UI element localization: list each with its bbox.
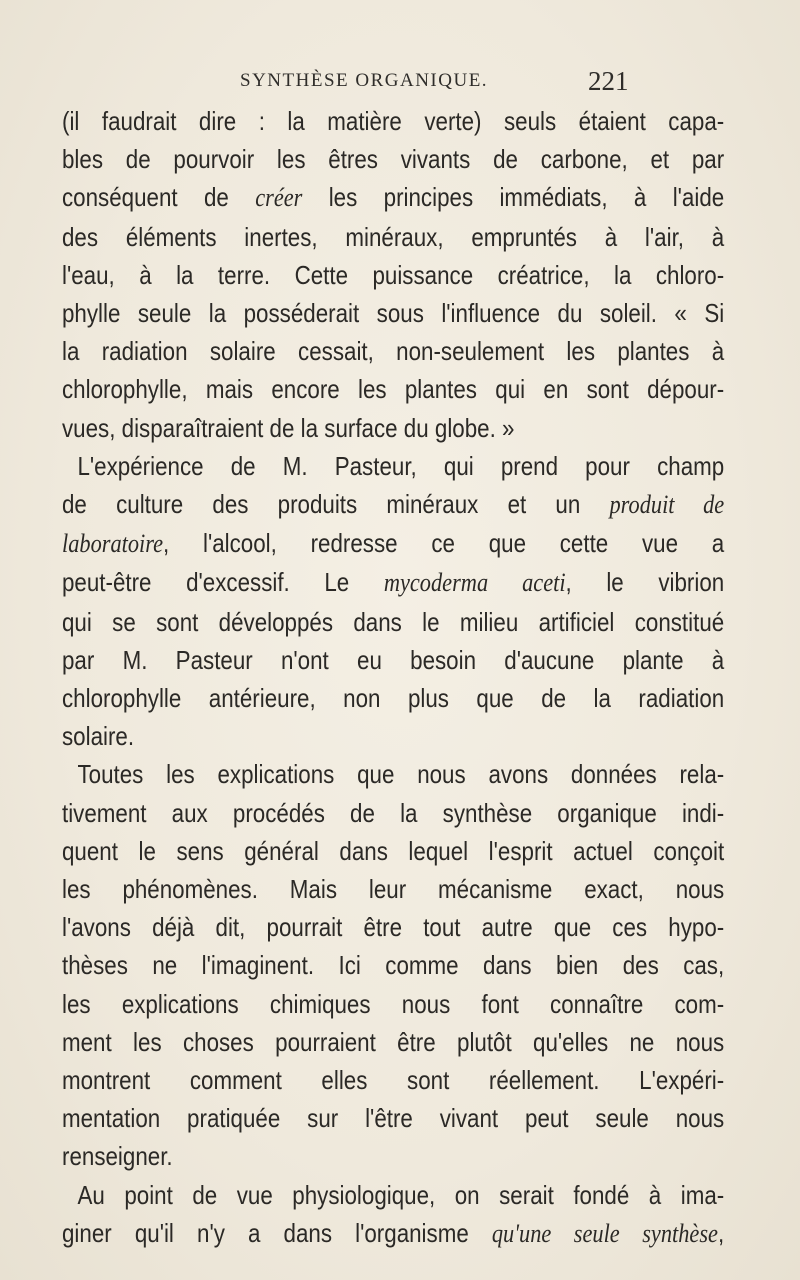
text-line: par M. Pasteur n'ont eu besoin d'aucune plante à: [62, 644, 725, 675]
text-line: chlorophylle, mais encore les plantes qui en sont dépour-: [62, 374, 725, 405]
text-line: laboratoire, l'alcool, redresse ce que cette vue a: [62, 528, 725, 559]
text-line: de culture des produits minéraux et un produit de: [62, 489, 725, 520]
text-line: peut-être d'excessif. Le mycoderma aceti, le vibrion: [62, 567, 725, 598]
text-line: quent le sens général dans lequel l'esprit actuel conçoit: [62, 835, 725, 866]
page-header: [0, 66, 800, 96]
text-line: les phénomènes. Mais leur mécanisme exact, nous: [62, 874, 725, 905]
text-line: mentation pratiquée sur l'être vivant peut seule nous: [62, 1103, 725, 1134]
paragraph-start: Au point de vue physiologique, on serait fondé à ima-: [77, 1179, 725, 1210]
text-line: solaire.: [62, 721, 135, 752]
text-line: qui se sont développés dans le milieu artificiel constitué: [62, 606, 725, 637]
page-number: 221: [588, 66, 629, 96]
text-line: l'eau, à la terre. Cette puissance créatrice, la chloro-: [62, 259, 725, 290]
text-line: montrent comment elles sont réellement. L'expéri-: [62, 1065, 725, 1096]
text-line: les explications chimiques nous font connaître com-: [62, 988, 725, 1019]
italic-term: qu'une seule synthèse: [491, 1218, 718, 1248]
italic-term: créer: [255, 183, 303, 213]
text-line: vues, disparaîtraient de la surface du globe. »: [62, 412, 515, 443]
text-line: thèses ne l'imaginent. Ici comme dans bien des cas,: [62, 950, 725, 981]
text-line: des éléments inertes, minéraux, empruntés à l'air, à: [62, 221, 725, 252]
text-line: ment les choses pourraient être plutôt qu'elles ne nous: [62, 1026, 725, 1057]
text-line: chlorophylle antérieure, non plus que de la radiation: [62, 683, 725, 714]
text-line: phylle seule la posséderait sous l'influence du soleil. « Si: [62, 298, 725, 329]
paragraph-start: Toutes les explications que nous avons données rela-: [77, 759, 725, 790]
text-line: giner qu'il n'y a dans l'organisme qu'une seule synthèse,: [62, 1217, 725, 1248]
text-line: conséquent de créer les principes immédiats, à l'aide: [62, 182, 725, 213]
text-line: la radiation solaire cessait, non-seulement les plantes à: [62, 336, 725, 367]
italic-term: laboratoire: [62, 529, 164, 559]
running-title: SYNTHÈSE ORGANIQUE.: [240, 70, 489, 91]
italic-term: produit de: [609, 490, 725, 520]
text-line: renseigner.: [62, 1141, 173, 1172]
text-line: l'avons déjà dit, pourrait être tout autre que ces hypo-: [62, 912, 725, 943]
italic-term: mycoderma aceti: [383, 568, 566, 598]
text-line: bles de pourvoir les êtres vivants de carbone, et par: [62, 144, 725, 175]
body-text: [62, 102, 725, 1253]
paragraph-start: L'expérience de M. Pasteur, qui prend pour champ: [77, 450, 725, 481]
text-line: (il faudrait dire : la matière verte) seuls étaient capa-: [62, 106, 725, 136]
text-line: tivement aux procédés de la synthèse organique indi-: [62, 797, 725, 828]
